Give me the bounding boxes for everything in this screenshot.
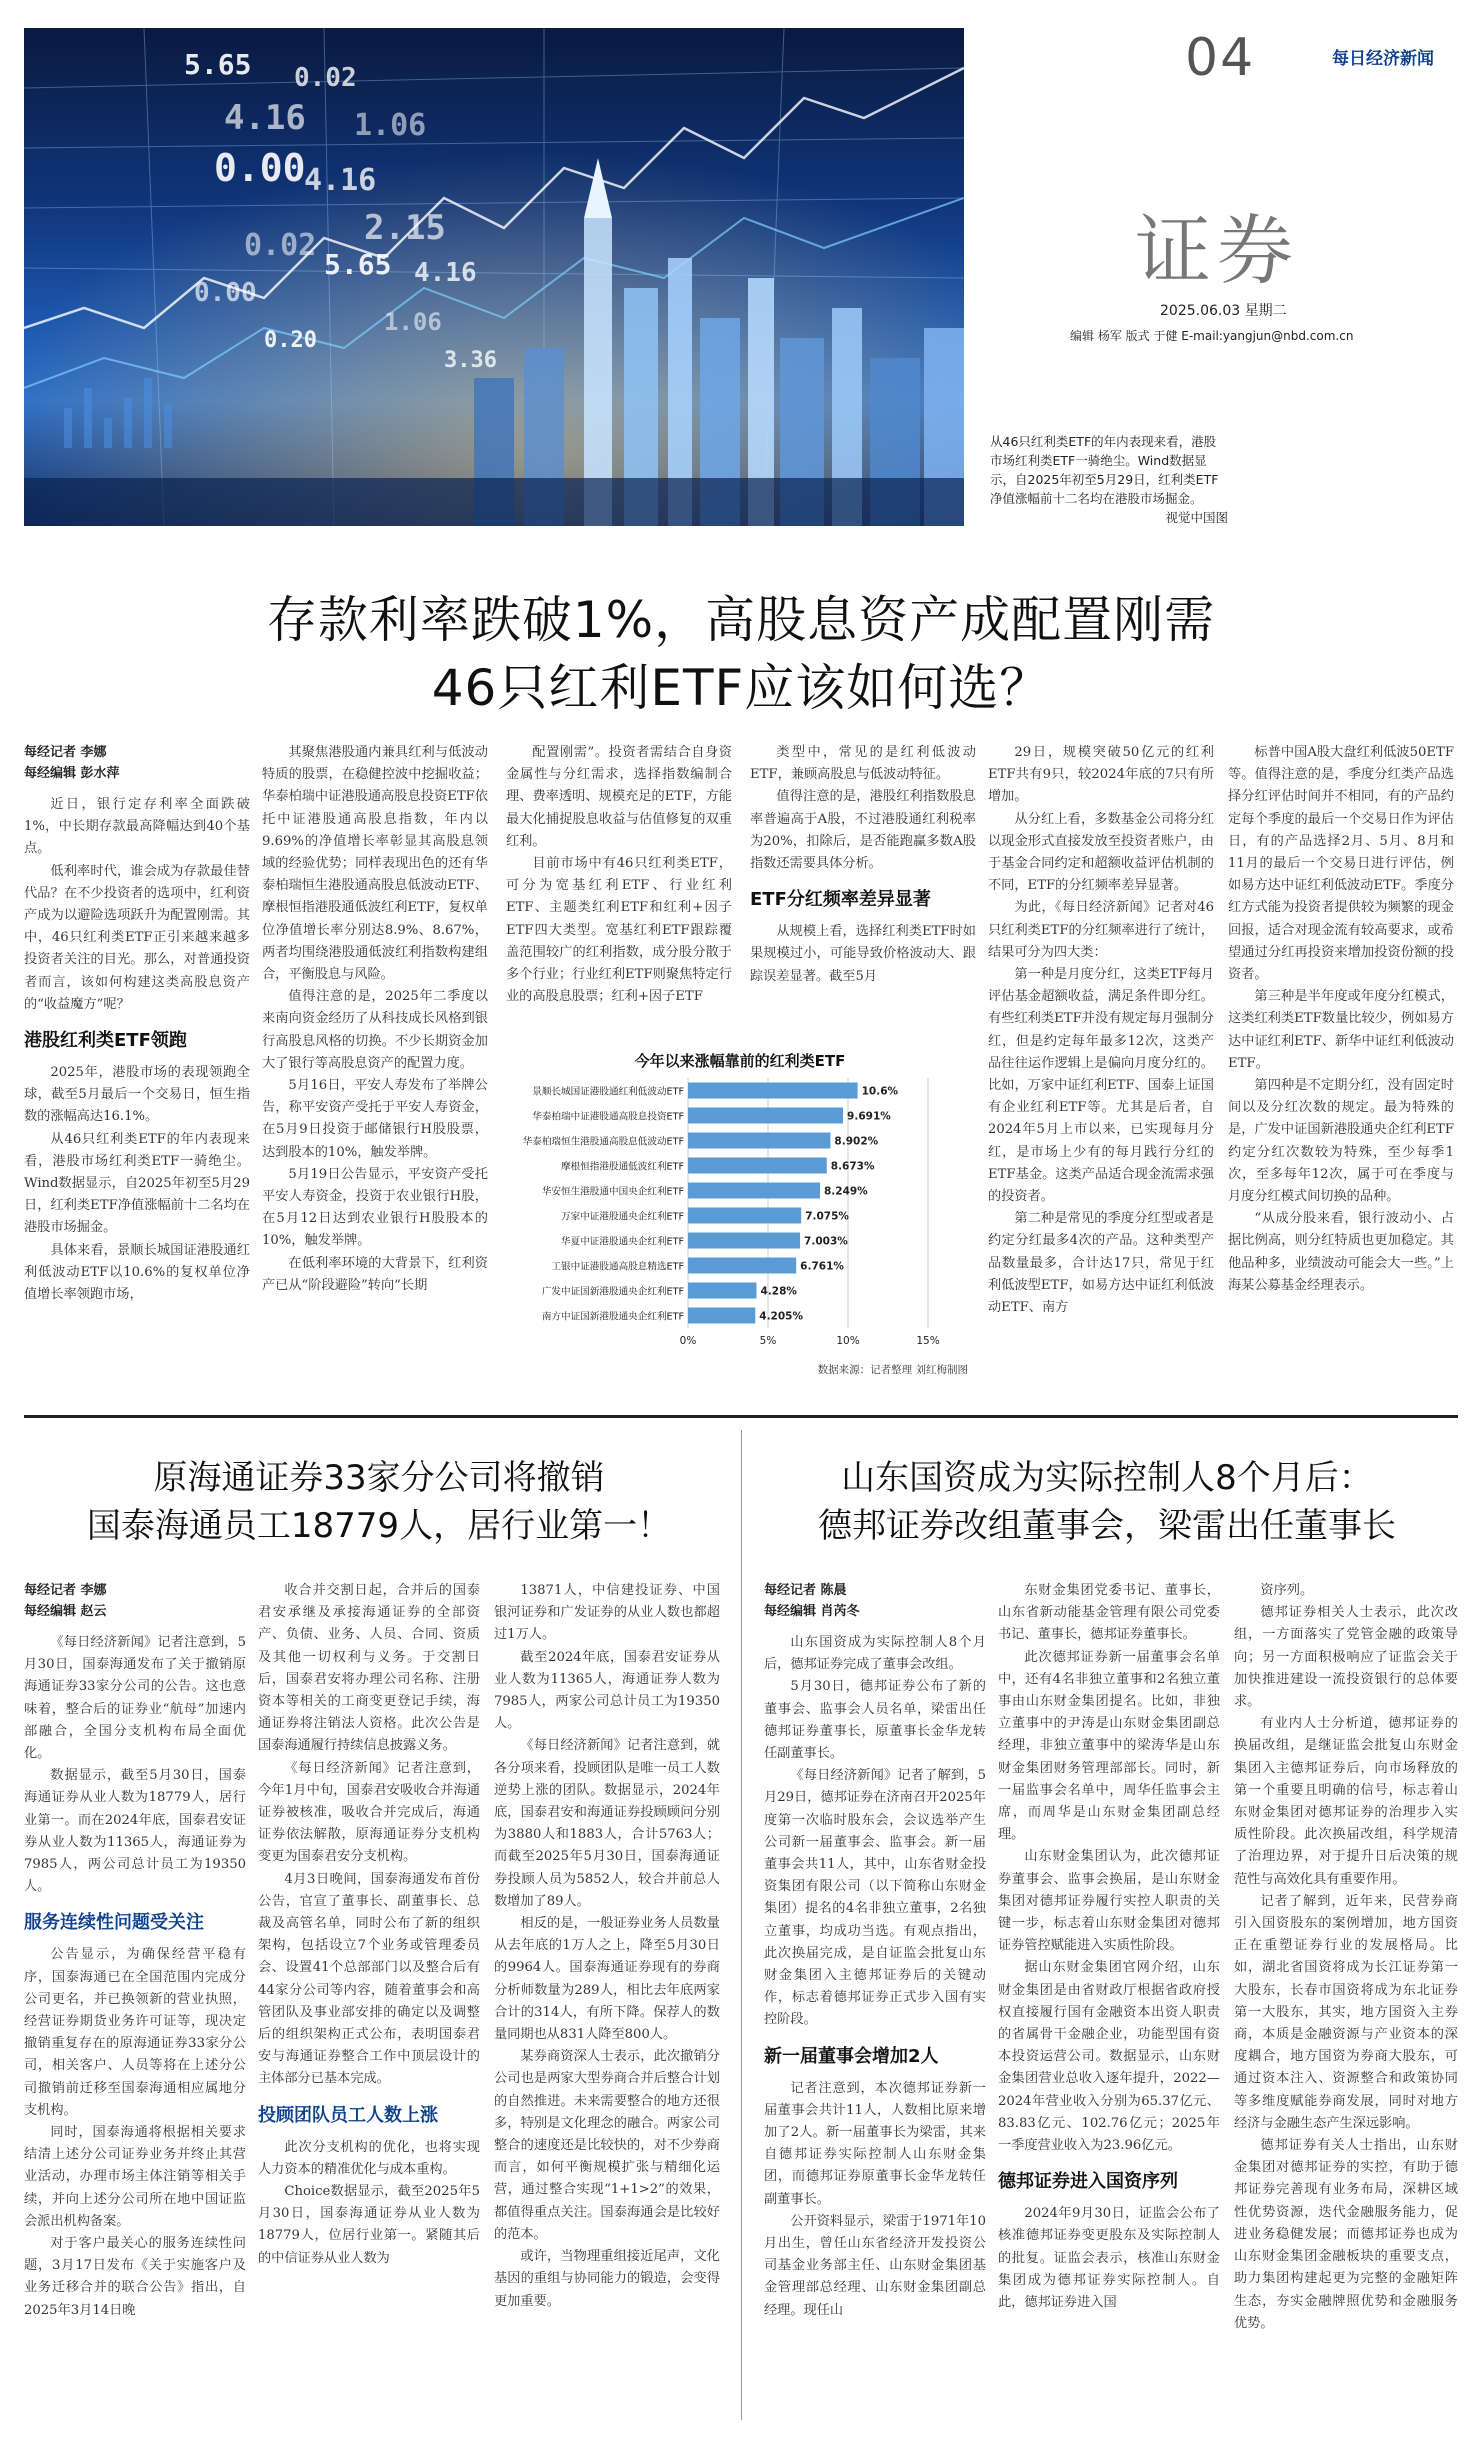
paragraph: 数据显示，截至5月30日，国泰海通证券从业人数为18779人，居行业第一。而在2024年底，国泰君安证券从业人数为11365人，海通证券为7985人，两公司总计员工为19350人。	[24, 1768, 246, 1895]
chart-bar	[688, 1208, 801, 1224]
paragraph: 2025年，港股市场的表现领跑全球，截至5月最后一个交易日，恒生指数的涨幅高达16.1%。	[24, 1065, 250, 1125]
hero-ticker-number: 0.00	[194, 278, 257, 308]
paragraph: 山东国资成为实际控制人8个月后，德邦证券完成了董事会改组。	[764, 1635, 986, 1673]
hero-ticker-number: 5.65	[184, 48, 252, 81]
paragraph: “从成分股来看，银行波动小、占据比例高，则分红特质也更加稳定。其他品种多，业绩波动可能会大一些。”上海某公募基金经理表示。	[1228, 1211, 1454, 1293]
bar-value-label: 7.075%	[805, 1210, 849, 1223]
paragraph: 具体来看，景顺长城国证港股通红利低波动ETF以10.6%的复权单位净值增长率领跑市场，	[24, 1242, 250, 1303]
right-headline-1: 山东国资成为实际控制人8个月后：	[841, 1458, 1373, 1498]
lead-headline-2: 46只红利ETF应该如何选？	[431, 659, 1051, 717]
photo-caption-text: 从46只红利类ETF的年内表现来看，港股市场红利类ETF一骑绝尘。Wind数据显示，自2025年初至5月29日，红利类ETF净值涨幅前十二名均在港股市场掘金。	[990, 434, 1219, 506]
page-number: 04	[1185, 28, 1256, 88]
chart-title: 今年以来涨幅靠前的红利类ETF	[634, 1052, 846, 1070]
paragraph: 有业内人士分析道，德邦证券的换届改组，是继证监会批复山东财金集团入主德邦证券后，向市场释放的第一个重要且明确的信号，标志着山东财金集团对德邦证券的治理步入实质性阶段。此次换届改组，科学规清了治理边界，对于提升日后决策的规范性与高效化具有重要作用。	[1234, 1716, 1458, 1887]
photo-credit: 视觉中国图	[1165, 510, 1228, 525]
paragraph: 5月30日，德邦证券公布了新的董事会、监事会人员名单，梁雷出任德邦证券董事长，原董事长金华龙转任副董事长。	[764, 1679, 986, 1762]
bar-value-label: 6.761%	[800, 1260, 844, 1273]
bar-value-label: 8.902%	[834, 1135, 879, 1148]
lead-column-1	[24, 742, 250, 1402]
paragraph: 《每日经济新闻》记者注意到，5月30日，国泰海通发布了关于撤销原海通证券33家分公司的公告。这也意味着，整合后的证券业“航母”加速内部融合，全国分支机构布局全面优化。	[24, 1635, 246, 1762]
hero-ticker-number: 3.36	[444, 348, 497, 373]
hero-ticker-number: 0.00	[214, 146, 306, 190]
chart-bar	[688, 1183, 820, 1199]
right-subhead-state: 德邦证券进入国资序列	[998, 2171, 1178, 2193]
right-column-3	[1234, 1580, 1458, 2420]
paragraph: 13871人，中信建投证券、中国银河证券和广发证券的从业人数也都超过1万人。	[494, 1583, 720, 1643]
paragraph: 德邦证券有关人士指出，山东财金集团对德邦证券的实控，有助于德邦证券完善现有业务布局，深耕区域性优势资源，迭代金融服务能力，促进业务稳健发展；而德邦证券也成为山东财金集团金融板块的重要支点，助力集团构建起更为完整的金融矩阵生态，夯实金融牌照优势和金融服务优势。	[1234, 2138, 1458, 2331]
paragraph: 为此，《每日经济新闻》记者对46只红利类ETF的分红频率进行了统计，结果可分为四大类：	[988, 900, 1214, 960]
right-headline-2: 德邦证券改组董事会，梁雷出任董事长	[818, 1506, 1396, 1546]
left-subhead-service: 服务连续性问题受关注	[24, 1912, 204, 1934]
paragraph: 记者了解到，近年来，民营券商引入国资股东的案例增加，地方国资正在重塑证券行业的发展格局。比如，湖北省国资将成为长江证券第一大股东，长春市国资将成为东北证券第一大股东，其实，地方国资入主券商，本质是金融资源与产业资本的深度耦合，地方国资为券商大股东，可通过资本注入、资源整合和政策协同等多维度赋能券商发展，同时对地方经济与金融生态产生深远影响。	[1234, 1893, 1458, 2131]
chart-bar	[688, 1283, 756, 1299]
hero-ticker-number: 2.15	[364, 208, 446, 248]
editors-line: 编辑 杨军 版式 于健 E-mail:yangjun@nbd.com.cn	[1070, 329, 1354, 343]
paragraph: 东财金集团党委书记、董事长，山东省新动能基金管理有限公司党委书记、董事长，德邦证券董事长。	[998, 1583, 1220, 1643]
category-label: 南方中证国新港股通央企红利ETF	[541, 1311, 684, 1323]
lead-column-5	[988, 742, 1214, 1402]
paragraph: 对于客户最关心的服务连续性问题，3月17日发布《关于实施客户及业务迁移合并的联合公告》指出，自2025年3月14日晚	[24, 2236, 246, 2318]
chart-bar	[688, 1233, 800, 1249]
hero-ticker-number: 0.02	[294, 63, 357, 93]
hero-ticker-number: 5.65	[324, 248, 392, 281]
paragraph: 低利率时代，谁会成为存款最佳替代品？在不少投资者的选项中，红利资产成为以避险选项跃升为配置刚需。其中，46只红利类ETF正引来越来越多投资者关注的目光。那么，对普通投资者而言，该如何构建这类高股息资产的“收益魔方”呢？	[24, 863, 250, 1012]
paragraph: 29日，规模突破50亿元的红利ETF共有9只，较2024年底的7只有所增加。	[988, 745, 1214, 805]
right-byline-reporter: 每经记者 陈晨	[764, 1583, 847, 1598]
paragraph: 《每日经济新闻》记者注意到，就各分项来看，投顾团队是唯一员工人数逆势上涨的团队。数据显示，2024年底，国泰君安和海通证券投顾顾问分别为3880人和1883人，合计5763人；而截至2025年5月30日，国泰海通证券投顾人员为5852人，较合并前总人数增加了89人。	[494, 1738, 720, 1909]
left-column-2	[258, 1580, 480, 2420]
lead-column-4	[750, 742, 976, 1042]
paragraph: 5月16日，平安人寿发布了举牌公告，称平安资产受托于平安人寿资金，在5月9日投资于邮储银行H股股票，达到股本的10%，触发举牌。	[262, 1078, 488, 1160]
paper-name: 每日经济新闻	[1332, 49, 1434, 69]
hero-photo	[24, 28, 964, 526]
paragraph: 类型中，常见的是红利低波动ETF，兼顾高股息与低波动特征。	[750, 745, 976, 783]
column-divider	[741, 1430, 742, 2420]
paragraph: 标普中国A股大盘红利低波50ETF等。值得注意的是，季度分红类产品选择分红评估时间并不相同，有的产品约定每个季度的最后一个交易日作为评估日，有的产品选择2月、5月、8月和11月的最后一个交易日进行评估，例如易方达中证红利低波动ETF。季度分红方式能为投资者提供较为频繁的现金回报，适合对现金流有较高要求，或希望通过分红再投资来增加投资份额的投资者。	[1228, 745, 1454, 983]
x-tick-label: 5%	[759, 1335, 777, 1347]
category-label: 工银中证港股通高股息精选ETF	[551, 1261, 684, 1273]
lead-column-6	[1228, 742, 1454, 1402]
bar-value-label: 4.205%	[759, 1310, 804, 1323]
paragraph: 某券商资深人士表示，此次撤销分公司也是两家大型券商合并后整合计划的自然推进。未来需要整合的地方还很多，特别是文化理念的融合。两家公司整合的速度还是比较快的，对不少券商而言，如何平衡规模扩张与精细化运营，通过整合实现“1+1>2”的效果，都值得重点关注。国泰海通会是比较好的范本。	[494, 2049, 720, 2242]
paragraph: 相反的是，一般证券业务人员数量从去年底的1万人之上，降至5月30日的9964人。国泰海通证券现有的券商分析师数量为289人，相比去年底两家合计的314人，有所下降。保荐人的数量同期也从831人降至800人。	[494, 1916, 720, 2043]
category-label: 华安恒生港股通中国央企红利ETF	[541, 1186, 684, 1198]
lead-subhead-frequency: ETF分红频率差异显著	[750, 889, 931, 911]
chart-svg	[506, 1072, 974, 1362]
chart-bar	[688, 1108, 843, 1124]
paragraph: 目前市场中有46只红利类ETF，可分为宽基红利ETF、行业红利ETF、主题类红利ETF和红利+因子ETF四大类型。宽基红利ETF跟踪覆盖范围较广的红利指数，成分股分散于多个行业；行业红利ETF则聚焦特定行业的高股息股票；红利+因子ETF	[506, 856, 732, 1005]
hero-ticker-number: 4.16	[224, 98, 306, 138]
x-tick-label: 0%	[679, 1335, 697, 1347]
paragraph: 4月3日晚间，国泰海通发布首份公告，官宣了董事长、副董事长、总裁及高管名单，同时公布了新的组织架构，包括设立7个业务或管理委员会、设置41个总部部门以及整合后有44家分公司等内容，随着董事会和高管团队及事业部安排的确定以及调整后的组织架构正式公布，表明国泰君安与海通证券整合工作中顶层设计的主体部分已基本完成。	[258, 1871, 480, 2087]
paragraph: 山东财金集团认为，此次德邦证券董事会、监事会换届，是山东财金集团对德邦证券履行实控人职责的关键一步，标志着山东财金集团对德邦证券管控赋能进入实质性阶段。	[998, 1849, 1220, 1954]
hero-graphic	[24, 28, 964, 526]
category-label: 华泰柏瑞中证港股通高股息投资ETF	[532, 1111, 684, 1123]
left-headline-1: 原海通证券33家分公司将撤销	[153, 1458, 605, 1498]
issue-date: 2025.06.03 星期二	[1160, 303, 1287, 319]
paragraph: 记者注意到，本次德邦证券新一届董事会共计11人，人数相比原来增加了2人。新一届董事长为梁雷，其来自德邦证券实际控制人山东财金集团，而德邦证券原董事长金华龙转任副董事长。	[764, 2080, 986, 2207]
paragraph: 2024年9月30日，证监会公布了核准德邦证券变更股东及实际控制人的批复。证监会表示，核准山东财金集团成为德邦证券实际控制人。自此，德邦证券进入国	[998, 2206, 1220, 2311]
paragraph: 截至2024年底，国泰君安证券从业人数为11365人，海通证券人数为7985人，两家公司总计员工为19350人。	[494, 1649, 720, 1732]
hero-ticker-number: 1.06	[384, 308, 442, 336]
chart-bar	[688, 1258, 796, 1274]
paragraph: 公告显示，为确保经营平稳有序，国泰海通已在全国范围内完成分公司更名，并已换领新的营业执照，经营证券期货业务许可证等，现决定撤销重复存在的原海通证券33家分公司，相关客户、人员等将在上述分公司撤销前迁移至国泰海通相应属地分支机构。	[24, 1947, 246, 2118]
chart-source: 数据来源：记者整理 刘红梅制图	[817, 1364, 968, 1376]
bar-value-label: 8.249%	[823, 1185, 868, 1198]
bar-value-label: 8.673%	[830, 1160, 875, 1173]
x-tick-label: 10%	[836, 1335, 860, 1347]
paragraph: 此次德邦证券新一届董事会名单中，还有4名非独立董事和2名独立董事由山东财金集团提名。比如，非独立董事中的尹涛是山东财金集团副总经理，非独立董事中的梁涛华是山东财金集团财务管理部部长。同时，新一届监事会名单中，周华任监事会主席，而周华是山东财金集团副总经理。	[998, 1649, 1220, 1843]
section-divider	[24, 1415, 1458, 1418]
hero-ticker-number: 4.16	[304, 163, 377, 198]
paragraph: 《每日经济新闻》记者注意到，今年1月中旬，国泰君安吸收合并海通证券被核准，吸收合并完成后，海通证券依法解散，原海通证券分支机构变更为国泰君安分支机构。	[258, 1760, 480, 1865]
paragraph: 5月19日公告显示，平安资产受托平安人寿资金，投资于农业银行H股，在5月12日达到农业银行H股股本的10%，触发举牌。	[262, 1166, 488, 1249]
right-subhead-board: 新一届董事会增加2人	[764, 2045, 939, 2067]
paragraph: 第二种是常见的季度分红型或者是约定分红最多4次的产品。这种类型产品数量最多，合计达17只，常见于红利低波型ETF，如易方达中证红利低波动ETF、南方	[988, 1211, 1214, 1316]
left-byline-editor: 每经编辑 赵云	[24, 1604, 107, 1619]
paragraph: 据山东财金集团官网介绍，山东财金集团是由省财政厅根据省政府授权直接履行国有金融资本出资人职责的省属骨干金融企业，功能型国有资本投资运营公司。数据显示，山东财金集团营业总收入逐年提升，2022—2024年营业收入分别为65.37亿元、83.83亿元、102.76亿元；2025年一季度营业收入为23.96亿元。	[998, 1960, 1220, 2154]
paragraph: 第四种是不定期分红，没有固定时间以及分红次数的规定。最为特殊的是，广发中证国新港股通央企红利ETF约定分红次数较为特殊，至少每季1次，至多每年12次，属于可在季度与月度分红模式间切换的品种。	[1228, 1078, 1454, 1205]
left-headline-2: 国泰海通员工18779人，居行业第一！	[86, 1506, 672, 1546]
lead-byline-reporter: 每经记者 李娜	[24, 745, 107, 760]
left-column-1	[24, 1580, 246, 2420]
category-label: 万家中证港股通央企红利ETF	[561, 1211, 684, 1223]
bar-value-label: 9.691%	[847, 1110, 891, 1123]
hero-ticker-number: 0.20	[264, 328, 317, 353]
paragraph: 第一种是月度分红，这类ETF每月评估基金超额收益，满足条件即分红。有些红利类ETF并没有规定每月强制分红，但是约定每年最多12次，这类产品往往运作逻辑上是偏向月度分红的。比如，万家中证红利ETF、国泰上证国有企业红利ETF等。尤其是后者，自2024年5月上市以来，已实现每月分红，是市场上少有的每月践行分红的ETF基金。这类产品适合现金流需求强的投资者。	[988, 967, 1214, 1205]
category-label: 华泰柏瑞恒生港股通高股息低波动ETF	[522, 1136, 684, 1148]
paragraph: 或许，当物理重组接近尾声，文化基因的重组与协同能力的锻造，会变得更加重要。	[494, 2249, 720, 2309]
paragraph: 在低利率环境的大背景下，红利资产已从“阶段避险”转向“长期	[262, 1255, 488, 1293]
right-column-1	[764, 1580, 986, 2420]
right-byline-editor: 每经编辑 肖芮冬	[764, 1604, 860, 1619]
lead-headline-1: 存款利率跌破1%，高股息资产成配置刚需	[266, 591, 1216, 649]
paragraph: 第三种是半年度或年度分红模式，这类红利类ETF数量比较少，例如易方达中证红利ETF、新华中证红利低波动ETF。	[1228, 989, 1454, 1071]
chart-bar	[688, 1308, 755, 1324]
chart-bar	[688, 1133, 830, 1149]
photo-caption	[990, 432, 1228, 527]
category-label: 景顺长城国证港股通红利低波动ETF	[532, 1086, 684, 1098]
lead-column-3	[506, 742, 732, 1042]
paragraph: 收合并交割日起，合并后的国泰君安承继及承接海通证券的全部资产、负债、业务、人员、合同、资质及其他一切权利与义务。于交割日后，国泰君安将办理公司名称、注册资本等相关的工商变更登记手续，海通证券将注销法人资格。此次公告是国泰海通履行持续信息披露义务。	[258, 1583, 480, 1754]
left-byline-reporter: 每经记者 李娜	[24, 1583, 107, 1598]
bar-value-label: 4.28%	[760, 1285, 797, 1298]
left-subhead-advisors: 投顾团队员工人数上涨	[258, 2104, 438, 2126]
paragraph: 值得注意的是，港股红利指数股息率普遍高于A股，不过港股通红利税率为20%，扣除后，是否能跑赢多数A股指数还需要具体分析。	[750, 789, 976, 872]
hero-ticker-number: 4.16	[414, 258, 477, 288]
paragraph: 从46只红利类ETF的年内表现来看，港股市场红利类ETF一骑绝尘。Wind数据显示，自2025年初至5月29日，红利类ETF净值涨幅前十二名均在港股市场掘金。	[24, 1131, 250, 1236]
lead-column-2	[262, 742, 488, 1402]
paragraph: 其聚焦港股通内兼具红利与低波动特质的股票，在稳健控波中挖掘收益；华泰柏瑞中证港股通高股息投资ETF依托中证港股通高股息指数，年内以9.69%的净值增长率彰显其高股息领域的经验优势；同样表现出色的还有华泰柏瑞恒生港股通高股息低波动ETF、摩根恒指港股通低波红利ETF，复权单位净值增长率分别达8.9%、8.67%，两者均围绕港股通低波红利指数构建组合，平衡股息与风险。	[262, 745, 488, 983]
paragraph: 近日，银行定存利率全面跌破1%，中长期存款最高降幅达到40个基点。	[24, 797, 250, 857]
paragraph: 同时，国泰海通将根据相关要求结清上述分公司证券业务并终止其营业活动，办理市场主体注销等相关手续，并向上述分公司所在地中国证监会派出机构备案。	[24, 2125, 246, 2229]
paragraph: 此次分支机构的优化，也将实现人力资本的精准优化与成本重构。	[258, 2139, 480, 2177]
chart-bar	[688, 1083, 858, 1099]
paragraph: 配置刚需”。投资者需结合自身资金属性与分红需求，选择指数编制合理、费率透明、规模充足的ETF，方能最大化捕捉股息收益与估值修复的双重红利。	[506, 745, 732, 849]
category-label: 摩根恒指港股通低波红利ETF	[561, 1161, 684, 1173]
section-title: 证券	[1135, 206, 1299, 295]
hero-ticker-number: 1.06	[354, 108, 427, 143]
paragraph: 从分红上看，多数基金公司将分红以现金形式直接发放至投资者账户，由于基金合同约定和超额收益评估机制的不同，ETF的分红频率差异显著。	[988, 811, 1214, 894]
etf-chart	[506, 1050, 974, 1380]
lead-byline-editor: 每经编辑 彭水萍	[24, 766, 120, 781]
category-label: 广发中证国新港股通央企红利ETF	[541, 1286, 684, 1298]
lead-subhead-hk: 港股红利类ETF领跑	[24, 1030, 187, 1052]
chart-bar	[688, 1158, 827, 1174]
bar-value-label: 7.003%	[804, 1235, 848, 1248]
left-column-3	[494, 1580, 720, 2420]
paragraph: Choice数据显示，截至2025年5月30日，国泰海通证券从业人数为18779人，位居行业第一。紧随其后的中信证券从业人数为	[258, 2184, 480, 2266]
paragraph: 德邦证券相关人士表示，此次改组，一方面落实了党管金融的政策导向；另一方面积极响应了证监会关于加快推进建设一流投资银行的总体要求。	[1234, 1605, 1458, 1710]
paragraph: 公开资料显示，梁雷于1971年10月出生，曾任山东省经济开发投资公司基金业务部主任、山东财金集团基金管理部总经理、山东财金集团副总经理。现任山	[764, 2213, 986, 2318]
paragraph: 值得注意的是，2025年二季度以来南向资金经历了从科技成长风格到银行高股息风格的切换。不少长期资金加大了银行等高股息资产的配置力度。	[262, 989, 488, 1071]
bar-value-label: 10.6%	[861, 1085, 899, 1098]
hero-ticker-number: 0.02	[244, 228, 317, 263]
right-column-2	[998, 1580, 1220, 2420]
category-label: 华夏中证港股通央企红利ETF	[561, 1236, 684, 1248]
paragraph: 《每日经济新闻》记者了解到，5月29日，德邦证券在济南召开2025年度第一次临时股东会，会议选举产生公司新一届董事会、监事会。新一届董事会共11人，其中，山东省财金投资集团有限公司（以下简称山东财金集团）提名的4名非独立董事，2名独立董事，均成功当选。有观点指出，此次换届完成，是自证监会批复山东财金集团入主德邦证券后的关键动作，标志着德邦证券正式步入国有实控阶段。	[764, 1768, 986, 2028]
x-tick-label: 15%	[916, 1335, 940, 1347]
paragraph: 资序列。	[1260, 1583, 1314, 1598]
paragraph: 从规模上看，选择红利类ETF时如果规模过小，可能导致价格波动大、跟踪误差显著。截至5月	[750, 924, 976, 984]
